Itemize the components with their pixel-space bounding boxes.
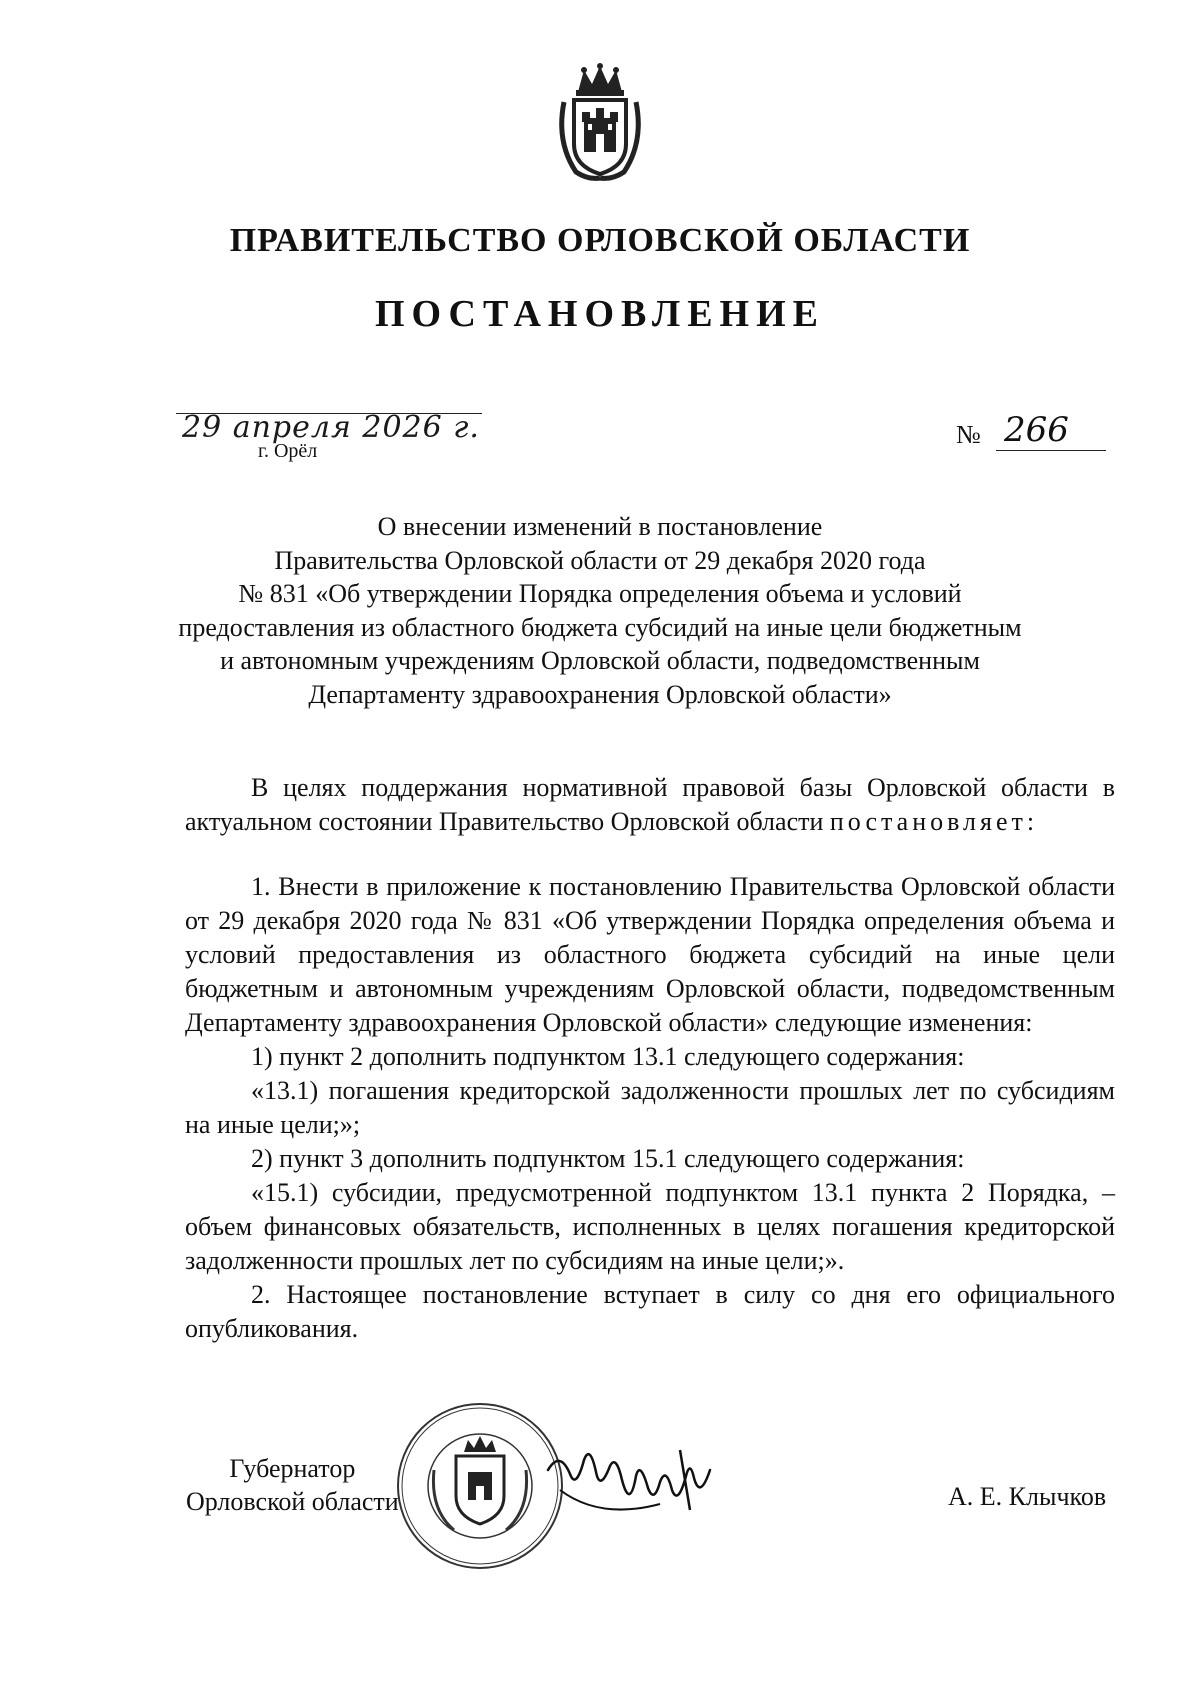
number-label: № — [956, 420, 981, 449]
preamble-verb: постановляет: — [829, 807, 1039, 836]
item-1-2: 2) пункт 3 дополнить подпунктом 15.1 следующего содержания: — [251, 1144, 965, 1173]
item-1-1-text: «13.1) погашения кредиторской задолженности прошлых лет по субсидиям на иные цели;»; — [185, 1076, 1115, 1139]
signatory-title-line: Орловской области — [186, 1487, 399, 1516]
government-title: ПРАВИТЕЛЬСТВО ОРЛОВСКОЙ ОБЛАСТИ — [229, 222, 971, 259]
handwritten-number: 266 — [1004, 410, 1069, 450]
item-2: 2. Настоящее постановление вступает в силу со дня его официального опубликования. — [185, 1280, 1115, 1343]
subject-line: № 831 «Об утверждении Порядка определения объема и условий — [238, 579, 962, 608]
preamble — [185, 771, 1115, 839]
subject-line: Департаменту здравоохранения Орловской области» — [308, 679, 892, 709]
item-1-2-text: «15.1) субсидии, предусмотренной подпунктом 13.1 пункта 2 Порядка, – объем финансовых обязательств, исполненных в целях погашения кредиторской задолженности прошлых лет по субсидиям на иные цели;». — [185, 1178, 1115, 1275]
item-1: 1. Внести в приложение к постановлению Правительства Орловской области от 29 декабря 2020 года № 831 «Об утверждении Порядка определения объема и условий предоставления из областного бюджета субсидий на иные цели бюджетным и автономным учреждениям Орловской области, подведомственным Департаменту здравоохранения Орловской области» следующие изменения: — [185, 872, 1115, 1037]
coat-of-arms-icon — [554, 62, 646, 182]
signatory-title — [186, 1452, 399, 1518]
handwritten-signature-icon — [540, 1430, 720, 1530]
document-type: ПОСТАНОВЛЕНИЕ — [374, 293, 826, 335]
number-underline — [996, 450, 1106, 451]
subject-line: и автономным учреждениям Орловской области, подведомственным — [220, 646, 980, 675]
subject-line: предоставления из областного бюджета субсидий на иные цели бюджетным — [178, 612, 1022, 642]
preamble-text: В целях поддержания нормативной правовой базы Орловской области в актуальном состоянии Правительство Орловской области — [185, 773, 1115, 836]
signatory-name: А. Е. Клычков — [948, 1482, 1107, 1511]
handwritten-date: 29 апреля 2026 г. — [182, 410, 480, 445]
subject-line: Правительства Орловской области от 29 декабря 2020 года — [274, 545, 926, 575]
signatory-title-line: Губернатор — [229, 1454, 356, 1483]
city-label: г. Орёл — [258, 440, 318, 462]
resolution-items — [185, 870, 1115, 1346]
item-1-1: 1) пункт 2 дополнить подпунктом 13.1 следующего содержания: — [251, 1042, 965, 1071]
subject-line: О внесении изменений в постановление — [377, 512, 823, 541]
document-subject — [160, 510, 1040, 711]
preamble-paragraph — [185, 771, 1115, 839]
